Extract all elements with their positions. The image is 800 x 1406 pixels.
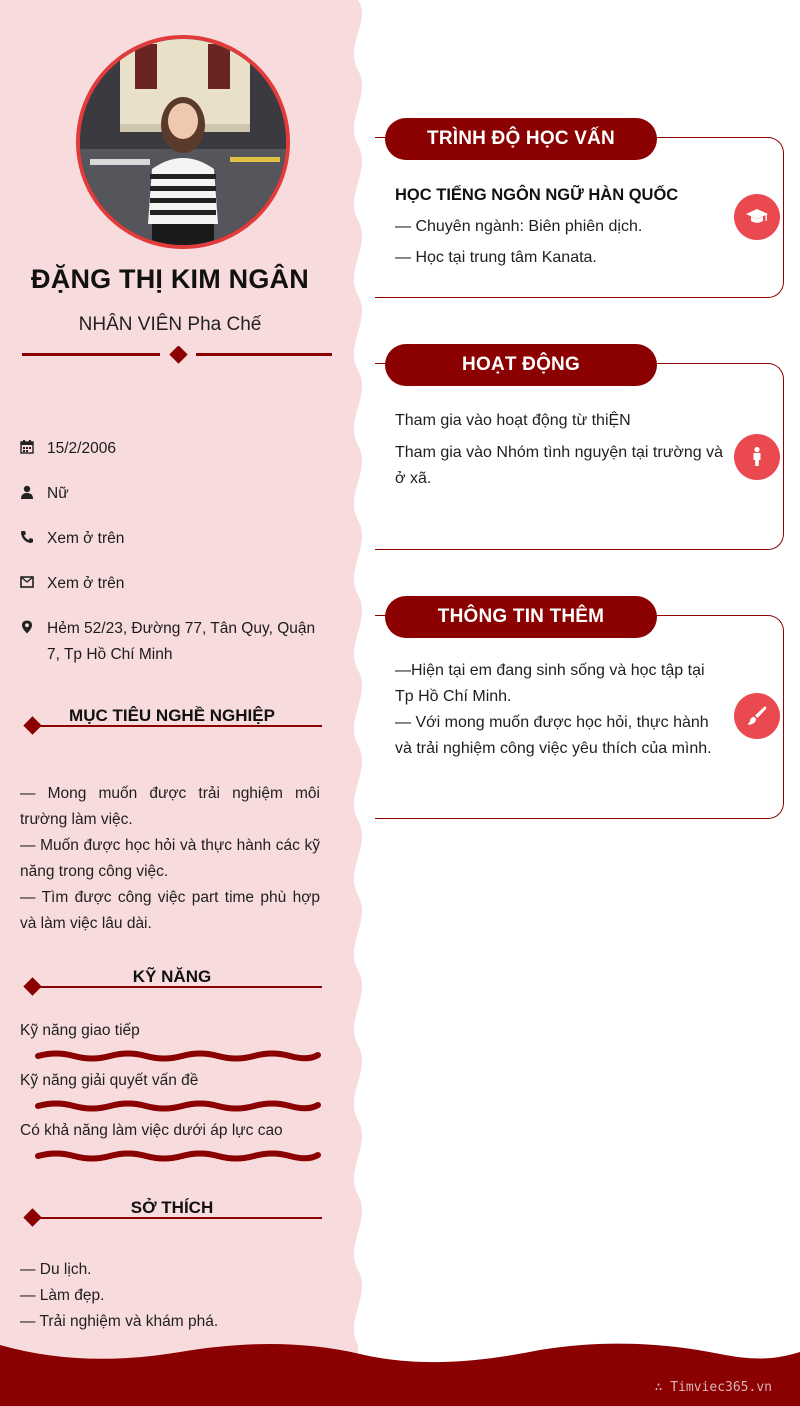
skills-list bbox=[20, 1018, 320, 1168]
address-text: Hẻm 52/23, Đường 77, Tân Quy, Quận 7, Tp Hồ Chí Minh bbox=[47, 620, 316, 663]
info-birthdate bbox=[20, 436, 320, 462]
phone-icon bbox=[20, 526, 47, 548]
skill-item bbox=[20, 1118, 320, 1168]
education-heading: HỌC TIẾNG NGÔN NGỮ HÀN QUỐC bbox=[395, 186, 679, 204]
phone-text: Xem ở trên bbox=[47, 530, 125, 547]
hobbies-header bbox=[22, 1198, 322, 1222]
education-line: — Chuyên ngành: Biên phiên dịch. bbox=[395, 218, 643, 235]
activity-line: Tham gia vào hoạt động từ thiỆN bbox=[395, 412, 631, 429]
education-body bbox=[395, 182, 727, 271]
skill-bar bbox=[34, 1150, 322, 1162]
activity-line: Tham gia vào Nhóm tình nguyện tại trường và ở xã. bbox=[395, 444, 724, 487]
gender-text: Nữ bbox=[47, 485, 69, 502]
contact-info bbox=[20, 436, 320, 687]
additional-title: THÔNG TIN THÊM bbox=[385, 596, 657, 638]
objective-header bbox=[22, 706, 322, 730]
hobby-item: — Làm đẹp. bbox=[20, 1287, 105, 1304]
info-gender bbox=[20, 481, 320, 507]
hobbies-title: SỞ THÍCH bbox=[130, 1198, 214, 1217]
graduation-cap-icon bbox=[734, 194, 780, 240]
activities-title: HOẠT ĐỘNG bbox=[385, 344, 657, 386]
info-phone bbox=[20, 526, 320, 552]
skill-label: Kỹ năng giải quyết vấn đề bbox=[20, 1072, 199, 1089]
skill-label: Có khả năng làm việc dưới áp lực cao bbox=[20, 1122, 283, 1139]
objective-line: — Mong muốn được trải nghiệm môi trường làm việc. bbox=[20, 785, 320, 828]
skill-bar bbox=[34, 1050, 322, 1062]
profile-photo bbox=[76, 35, 290, 249]
objective-text bbox=[20, 781, 320, 937]
additional-body bbox=[395, 658, 727, 762]
watermark: ∴ Timviec365.vn bbox=[654, 1380, 772, 1395]
info-address bbox=[20, 616, 320, 668]
education-title: TRÌNH ĐỘ HỌC VẤN bbox=[385, 118, 657, 160]
email-icon bbox=[20, 571, 47, 593]
location-icon bbox=[20, 616, 47, 638]
additional-line: — Với mong muốn được học hỏi, thực hành và trải nghiệm công việc yêu thích của mình. bbox=[395, 714, 712, 757]
person-icon bbox=[734, 434, 780, 480]
calendar-icon bbox=[20, 436, 47, 458]
hobby-item: — Du lịch. bbox=[20, 1261, 92, 1278]
paintbrush-icon bbox=[734, 693, 780, 739]
user-icon bbox=[20, 481, 47, 503]
objective-title: MỤC TIÊU NGHỀ NGHIỆP bbox=[69, 706, 275, 725]
skill-label: Kỹ năng giao tiếp bbox=[20, 1022, 140, 1039]
info-email bbox=[20, 571, 320, 597]
additional-line: —Hiện tại em đang sinh sống và học tập tại Tp Hồ Chí Minh. bbox=[395, 662, 705, 705]
skill-bar bbox=[34, 1100, 322, 1112]
birthdate-text: 15/2/2006 bbox=[47, 440, 116, 457]
objective-line: — Muốn được học hỏi và thực hành các kỹ năng trong công việc. bbox=[20, 837, 320, 880]
activities-body bbox=[395, 408, 727, 492]
job-title: NHÂN VIÊN Pha Chế bbox=[78, 314, 262, 335]
skills-header bbox=[22, 967, 322, 991]
candidate-name: ĐẶNG THỊ KIM NGÂN bbox=[31, 264, 309, 294]
hobby-item: — Trải nghiệm và khám phá. bbox=[20, 1313, 219, 1330]
education-line: — Học tại trung tâm Kanata. bbox=[395, 249, 597, 266]
email-text: Xem ở trên bbox=[47, 575, 125, 592]
name-divider bbox=[22, 346, 332, 364]
skill-item bbox=[20, 1068, 320, 1118]
skill-item bbox=[20, 1018, 320, 1068]
skills-title: KỸ NĂNG bbox=[132, 967, 212, 986]
hobbies-list bbox=[20, 1257, 320, 1335]
objective-line: — Tìm được công việc part time phù hợp và làm việc lâu dài. bbox=[20, 889, 320, 932]
